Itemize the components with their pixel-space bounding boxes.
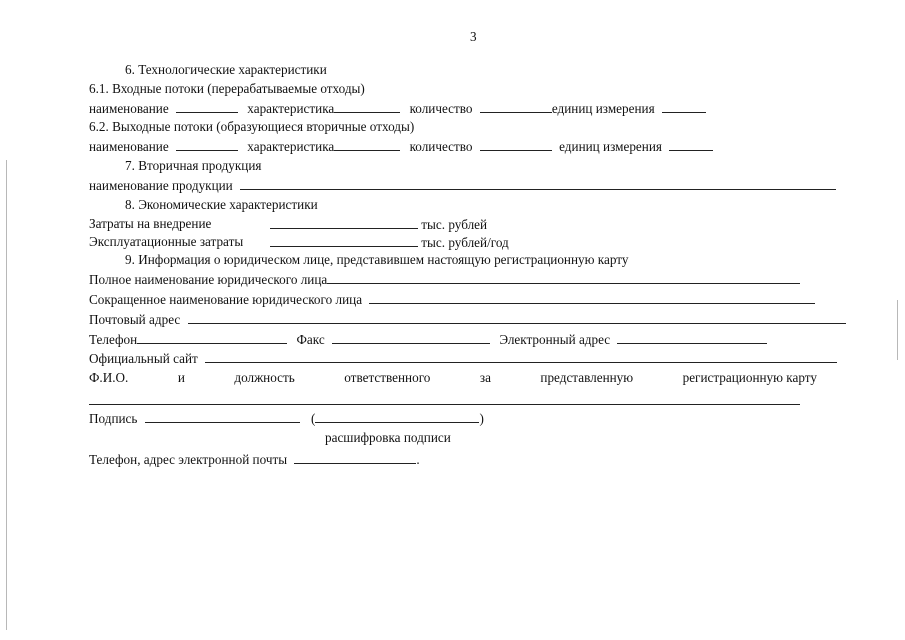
- fax-label: Факс: [296, 332, 325, 347]
- quantity-label: количество: [409, 139, 473, 154]
- postal-field[interactable]: [188, 311, 846, 324]
- full-name-row: [89, 271, 800, 288]
- fio-word: представленную: [540, 370, 634, 385]
- postal-label: Почтовый адрес: [89, 312, 181, 327]
- fax-field[interactable]: [332, 331, 490, 344]
- units-field[interactable]: [662, 100, 706, 113]
- characteristic-label: характеристика: [247, 101, 335, 116]
- site-label: Официальный сайт: [89, 351, 198, 366]
- input-flow-row: [89, 100, 706, 117]
- opex-unit: тыс. рублей/год: [421, 235, 509, 250]
- scan-edge-left: [6, 160, 7, 630]
- signature-row: [89, 410, 484, 427]
- phone-field[interactable]: [137, 331, 287, 344]
- units-label: единиц измерения: [559, 139, 662, 154]
- contact-row: [89, 451, 420, 468]
- page-number: 3: [470, 29, 477, 44]
- costs-row: [270, 216, 487, 233]
- section-9-title: 9. Информация о юридическом лице, представившем настоящую регистрационную карту: [125, 252, 629, 267]
- costs-unit: тыс. рублей: [421, 217, 488, 232]
- opex-label: Эксплуатационные затраты: [89, 234, 244, 249]
- product-name-field[interactable]: [240, 177, 836, 190]
- postal-row: [89, 311, 846, 328]
- scan-edge-right: [897, 300, 898, 360]
- characteristic-field[interactable]: [334, 138, 400, 151]
- quantity-label: количество: [409, 101, 473, 116]
- quantity-field[interactable]: [480, 100, 552, 113]
- fio-word: Ф.И.О.: [89, 370, 129, 385]
- contact-label: Телефон, адрес электронной почты: [89, 452, 288, 467]
- full-name-label: Полное наименование юридического лица: [89, 272, 328, 287]
- email-label: Электронный адрес: [499, 332, 611, 347]
- opex-row: [270, 234, 509, 251]
- phone-label: Телефон: [89, 332, 138, 347]
- fio-word: регистрационную карту: [682, 370, 817, 385]
- quantity-field[interactable]: [480, 138, 552, 151]
- short-name-label: Сокращенное наименование юридического лица: [89, 292, 363, 307]
- section-6-2-title: 6.2. Выходные потоки (образующиеся вторичные отходы): [89, 119, 415, 134]
- units-label: единиц измерения: [551, 101, 655, 116]
- signature-field[interactable]: [145, 410, 300, 423]
- name-field[interactable]: [176, 100, 238, 113]
- site-row: [89, 350, 837, 367]
- fio-field[interactable]: [89, 392, 800, 405]
- characteristic-label: характеристика: [247, 139, 335, 154]
- product-name-row: [89, 177, 836, 194]
- name-label: наименование: [89, 101, 169, 116]
- name-field[interactable]: [176, 138, 238, 151]
- section-7-title: 7. Вторичная продукция: [125, 158, 262, 173]
- email-field[interactable]: [617, 331, 767, 344]
- site-field[interactable]: [205, 350, 837, 363]
- costs-field[interactable]: [270, 216, 418, 229]
- fio-word: и: [177, 370, 185, 385]
- output-flow-row: [89, 138, 713, 155]
- contact-field[interactable]: [294, 451, 416, 464]
- units-field[interactable]: [669, 138, 713, 151]
- signature-decode-field[interactable]: [315, 410, 479, 423]
- opex-field[interactable]: [270, 234, 418, 247]
- characteristic-field[interactable]: [334, 100, 400, 113]
- section-8-title: 8. Экономические характеристики: [125, 197, 318, 212]
- paren-close: ): [479, 411, 484, 426]
- name-label: наименование: [89, 139, 169, 154]
- product-name-label: наименование продукции: [89, 178, 233, 193]
- fio-word: ответственного: [344, 370, 431, 385]
- full-name-field[interactable]: [327, 271, 800, 284]
- paren-open: (: [311, 411, 316, 426]
- short-name-field[interactable]: [369, 291, 815, 304]
- section-6-1-title: 6.1. Входные потоки (перерабатываемые отходы): [89, 81, 365, 96]
- short-name-row: [89, 291, 815, 308]
- period: .: [416, 452, 420, 467]
- fio-row: [89, 370, 817, 386]
- contacts-row: [89, 331, 767, 348]
- signature-decode-caption: расшифровка подписи: [325, 430, 451, 445]
- signature-label: Подпись: [89, 411, 138, 426]
- fio-word: за: [479, 370, 491, 385]
- costs-label: Затраты на внедрение: [89, 216, 212, 231]
- fio-word: должность: [234, 370, 295, 385]
- section-6-title: 6. Технологические характеристики: [125, 62, 327, 77]
